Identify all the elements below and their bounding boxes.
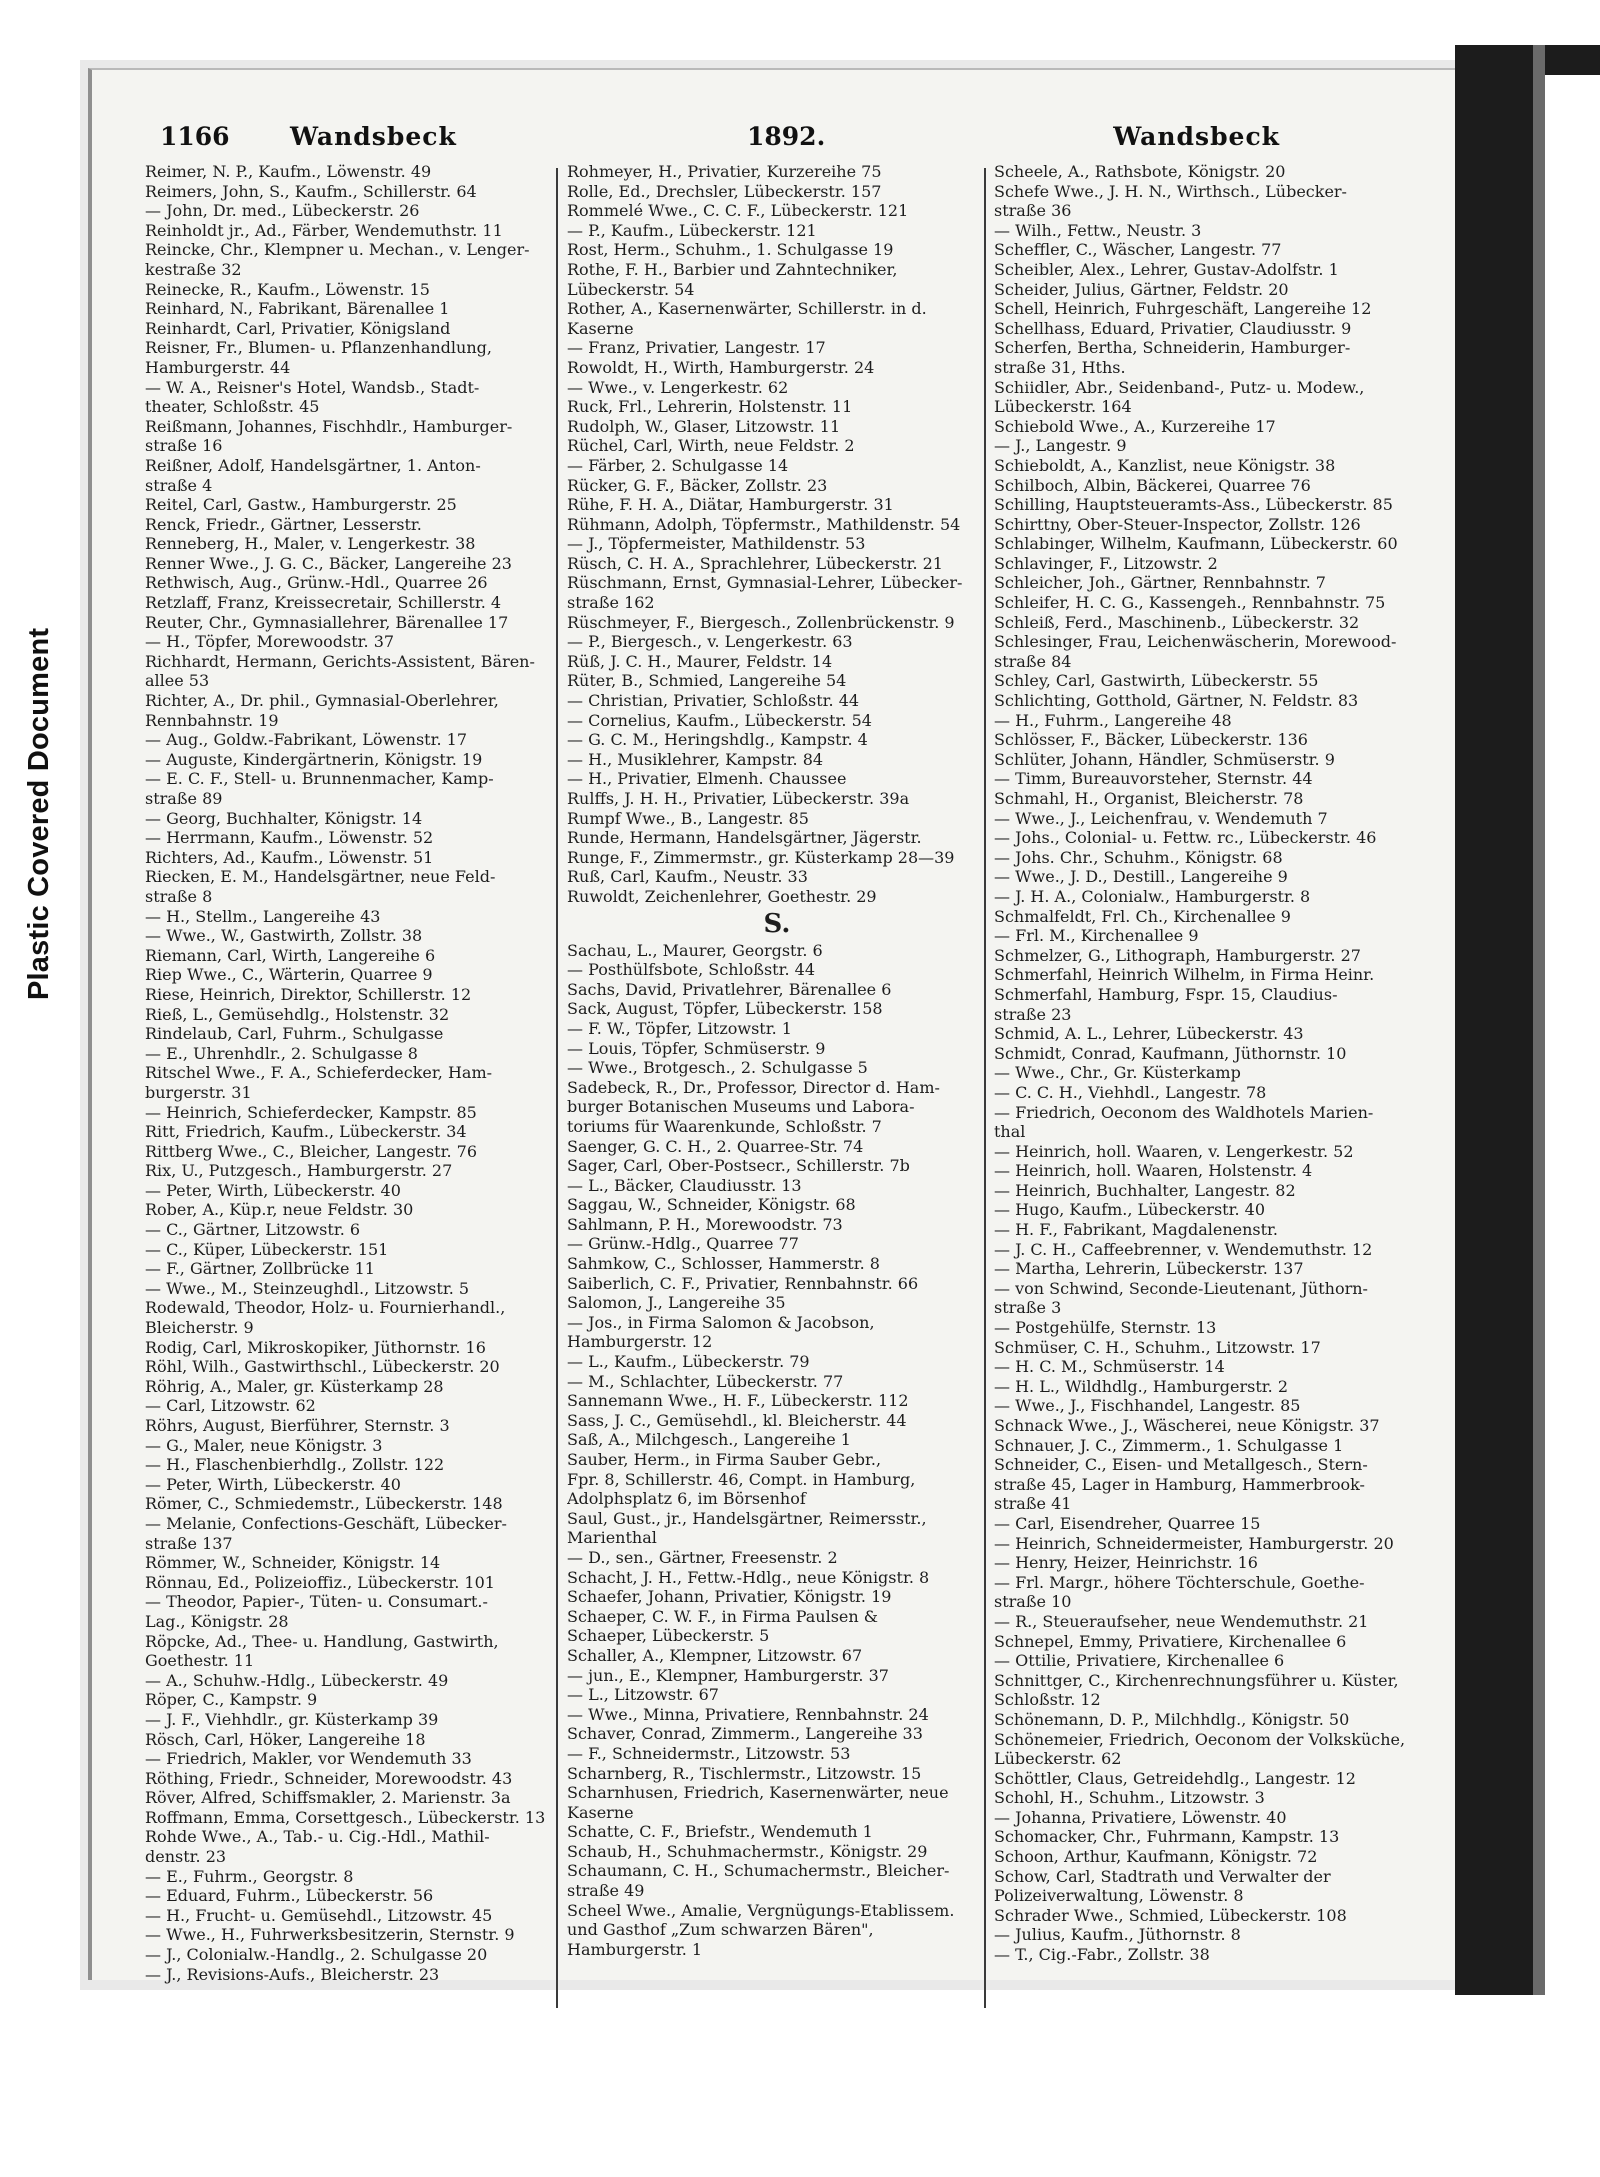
directory-entry-line: — Carl, Eisendreher, Quarree 15 [994,1513,1261,1533]
directory-entry-line: — F., Schneidermstr., Litzowstr. 53 [567,1743,851,1763]
directory-entry-line: — jun., E., Klempner, Hamburgerstr. 37 [567,1665,889,1685]
directory-entry-line: Scheel Wwe., Amalie, Vergnügungs-Etablissem. [567,1900,955,1920]
directory-entry-line: Schilling, Hauptsteueramts-Ass., Lübeckerstr. 85 [994,495,1393,515]
directory-entry-line: Röhrig, A., Maler, gr. Küsterkamp 28 [145,1376,444,1396]
directory-entry-line: Sack, August, Töpfer, Lübeckerstr. 158 [567,999,883,1019]
directory-entry-line: — P., Kaufm., Lübeckerstr. 121 [567,220,817,240]
directory-entry-line: — Melanie, Confections-Geschäft, Lübecker- [145,1513,507,1533]
directory-entry-line: straße 162 [567,593,655,613]
directory-entry-line: — G., Maler, neue Königstr. 3 [145,1435,383,1455]
directory-entry-line: allee 53 [145,671,210,691]
directory-entry-line: — Franz, Privatier, Langestr. 17 [567,338,826,358]
directory-entry-line: — J. H. A., Colonialw., Hamburgerstr. 8 [994,886,1311,906]
directory-entry-line: — A., Schuhw.-Hdlg., Lübeckerstr. 49 [145,1670,449,1690]
directory-entry-line: Sachau, L., Maurer, Georgstr. 6 [567,940,823,960]
directory-entry-line: — Heinrich, holl. Waaren, v. Lengerkestr. 52 [994,1141,1354,1161]
page-header [160,122,1280,158]
directory-entry-line: Schohl, H., Schuhm., Litzowstr. 3 [994,1788,1265,1808]
directory-entry-line: Lübeckerstr. 54 [567,279,695,299]
directory-entry-line: Hamburgerstr. 1 [567,1939,703,1959]
directory-entry-line: Schönemeier, Friedrich, Oeconom der Volksküche, [994,1729,1406,1749]
directory-entry-line: Schow, Carl, Stadtrath und Verwalter der [994,1866,1331,1886]
directory-entry-line: Hamburgerstr. 44 [145,357,291,377]
directory-entry-line: Renner Wwe., J. G. C., Bäcker, Langereihe 23 [145,553,512,573]
directory-entry-line: straße 31, Hths. [994,357,1126,377]
directory-entry-line: — Friedrich, Makler, vor Wendemuth 33 [145,1749,472,1769]
directory-entry-line: — L., Litzowstr. 67 [567,1685,719,1705]
directory-entry-line: Rüter, B., Schmied, Langereihe 54 [567,671,847,691]
directory-entry-line: — L., Kaufm., Lübeckerstr. 79 [567,1352,810,1372]
directory-entry-line: — Eduard, Fuhrm., Lübeckerstr. 56 [145,1886,434,1906]
directory-entry-line: straße 137 [145,1533,233,1553]
directory-entry-line: — Timm, Bureauvorsteher, Sternstr. 44 [994,769,1313,789]
directory-entry-line: — M., Schlachter, Lübeckerstr. 77 [567,1371,844,1391]
directory-entry-line: — Wilh., Fettw., Neustr. 3 [994,220,1202,240]
directory-entry-line: Reinecke, R., Kaufm., Löwenstr. 15 [145,279,430,299]
directory-entry-line: thal [994,1122,1026,1142]
directory-entry-line: Riese, Heinrich, Direktor, Schillerstr. 12 [145,984,472,1004]
directory-entry-line: Schaub, H., Schuhmachermstr., Königstr. 29 [567,1841,928,1861]
directory-entry-line: — Christian, Privatier, Schloßstr. 44 [567,691,860,711]
directory-entry-line: Schleiß, Ferd., Maschinenb., Lübeckerstr. 32 [994,612,1360,632]
directory-entry-line: Schatte, C. F., Briefstr., Wendemuth 1 [567,1822,873,1842]
directory-entry-line: Schieboldt, A., Kanzlist, neue Königstr. 38 [994,455,1336,475]
directory-entry-line: — C., Gärtner, Litzowstr. 6 [145,1220,361,1240]
directory-entry-line: straße 49 [567,1881,645,1901]
directory-entry-line: Röhrs, August, Bierführer, Sternstr. 3 [145,1416,450,1435]
directory-entry-line: Polizeiverwaltung, Löwenstr. 8 [994,1886,1244,1906]
directory-entry-line: Schlösser, F., Bäcker, Lübeckerstr. 136 [994,730,1308,750]
directory-entry-line: — L., Bäcker, Claudiusstr. 13 [567,1175,802,1195]
directory-entry-line: Runde, Hermann, Handelsgärtner, Jägerstr. [567,828,922,848]
directory-entry-line: Schlüter, Johann, Händler, Schmüserstr. 9 [994,749,1335,769]
directory-entry-line: straße 41 [994,1494,1072,1514]
directory-entry-line: Schaumann, C. H., Schumachermstr., Bleicher- [567,1861,950,1881]
section-letter-heading: S. [763,908,791,939]
directory-entry-line: Schmidt, Conrad, Kaufmann, Jüthornstr. 10 [994,1043,1347,1063]
directory-entry-line: Adolphsplatz 6, im Börsenhof [567,1489,806,1509]
directory-entry-line: Renck, Friedr., Gärtner, Lesserstr. [145,514,422,534]
directory-entry-line: Riep Wwe., C., Wärterin, Quarree 9 [145,965,433,985]
directory-entry-line: — Johs. Chr., Schuhm., Königstr. 68 [994,847,1283,867]
directory-entry-line: Rüsch, C. H. A., Sprachlehrer, Lübeckerstr. 21 [567,553,943,573]
directory-entry-line: Sass, J. C., Gemüsehdl., kl. Bleicherstr. 44 [567,1410,907,1430]
directory-entry-line: Saiberlich, C. F., Privatier, Rennbahnstr. 66 [567,1273,919,1293]
directory-entry-line: — H., Musiklehrer, Kampstr. 84 [567,749,824,769]
directory-entry-line: Runge, F., Zimmermstr., gr. Küsterkamp 28—39 [567,847,955,867]
directory-entry-line: — H. C. M., Schmüserstr. 14 [994,1357,1225,1377]
directory-entry-line: — Frl. M., Kirchenallee 9 [994,926,1199,946]
directory-entry-line: — Auguste, Kindergärtnerin, Königstr. 19 [145,749,483,769]
directory-entry-line: — H., Privatier, Elmenh. Chaussee [567,769,847,789]
directory-entry-line: Marienthal [567,1528,657,1548]
directory-entry-line: Renneberg, H., Maler, v. Lengerkestr. 38 [145,534,476,554]
directory-entry-line: Scherfen, Bertha, Schneiderin, Hamburger- [994,338,1351,358]
directory-entry-line: — Wwe., J., Leichenfrau, v. Wendemuth 7 [994,808,1328,828]
directory-entry-line: Römmer, W., Schneider, Königstr. 14 [145,1553,441,1573]
directory-entry-line: Rüschmeyer, F., Biergesch., Zollenbrückenstr. 9 [567,612,955,632]
directory-entry-line: — H., Stellm., Langereihe 43 [145,906,381,926]
directory-entry-line: — Heinrich, holl. Waaren, Holstenstr. 4 [994,1161,1313,1181]
directory-entry-line: Richhardt, Hermann, Gerichts-Assistent, Bären- [145,651,535,671]
directory-entry-line: Ruck, Frl., Lehrerin, Holstenstr. 11 [567,397,853,417]
directory-entry-line: Rost, Herm., Schuhm., 1. Schulgasse 19 [567,240,894,260]
directory-entry-line: — Heinrich, Buchhalter, Langestr. 82 [994,1180,1296,1200]
directory-entry-line: — J., Revisions-Aufs., Bleicherstr. 23 [145,1964,440,1984]
directory-entry-line: Ruwoldt, Zeichenlehrer, Goethestr. 29 [567,886,877,906]
directory-entry-line: Sannemann Wwe., H. F., Lübeckerstr. 112 [567,1391,909,1411]
plastic-cover-label: Plastic Covered Document [23,627,55,1000]
directory-entry-line: — Wwe., Brotgesch., 2. Schulgasse 5 [567,1058,868,1078]
directory-entry-line: Schlesinger, Frau, Leichenwäscherin, Morewood- [994,632,1397,652]
directory-entry-line: Ritschel Wwe., F. A., Schieferdecker, Ham- [145,1063,493,1083]
directory-entry-line: Salomon, J., Langereihe 35 [567,1293,786,1313]
directory-entry-line: straße 8 [145,886,213,906]
directory-entry-line: Kaserne [567,1802,634,1822]
directory-entry-line: Schomacker, Chr., Fuhrmann, Kampstr. 13 [994,1827,1340,1847]
directory-entry-line: Rodig, Carl, Mikroskopiker, Jüthornstr. 16 [145,1337,486,1357]
directory-entry-line: Reinhardt, Carl, Privatier, Königsland [145,318,451,338]
directory-entry-line: Saggau, W., Schneider, Königstr. 68 [567,1195,856,1215]
directory-entry-line: Schönemann, D. P., Milchhdlg., Königstr. 50 [994,1709,1350,1729]
directory-entry-line: Schloßstr. 12 [994,1690,1101,1710]
directory-entry-line: Sauber, Herm., in Firma Sauber Gebr., [567,1450,882,1469]
directory-entry-line: — H., Frucht- u. Gemüsehdl., Litzowstr. 45 [145,1905,493,1925]
directory-entry-line: — T., Cig.-Fabr., Zollstr. 38 [994,1945,1210,1965]
directory-entry-line: — Peter, Wirth, Lübeckerstr. 40 [145,1180,401,1200]
directory-entry-line: Schoon, Arthur, Kaufmann, Königstr. 72 [994,1847,1318,1867]
directory-entry-line: — R., Steueraufseher, neue Wendemuthstr. 21 [994,1611,1369,1631]
directory-entry-line: Richter, A., Dr. phil., Gymnasial-Oberlehrer, [145,691,499,711]
directory-entry-line: — Färber, 2. Schulgasse 14 [567,455,789,475]
directory-entry-line: — Wwe., M., Steinzeughdl., Litzowstr. 5 [145,1278,470,1298]
directory-entry-line: — Wwe., J. D., Destill., Langereihe 9 [994,867,1288,887]
directory-entry-line: — Peter, Wirth, Lübeckerstr. 40 [145,1474,401,1494]
directory-entry-line: Saenger, G. C. H., 2. Quarree-Str. 74 [567,1136,864,1156]
directory-entry-line: — J., Langestr. 9 [994,436,1127,456]
directory-entry-line: — J., Colonialw.-Handlg., 2. Schulgasse 20 [145,1945,488,1965]
directory-entry-line: Röper, C., Kampstr. 9 [145,1690,318,1710]
directory-entry-line: Rücker, G. F., Bäcker, Zollstr. 23 [567,475,828,495]
directory-entry-line: Rober, A., Küp.r, neue Feldstr. 30 [145,1200,414,1220]
directory-entry-line: Schnepel, Emmy, Privatiere, Kirchenallee 6 [994,1631,1347,1651]
running-title-right: Wandsbeck [1113,122,1280,151]
directory-entry-line: Sahlmann, P. H., Morewoodstr. 73 [567,1214,843,1234]
directory-entry-line: Rühe, F. H. A., Diätar, Hamburgerstr. 31 [567,495,894,515]
directory-entry-line: theater, Schloßstr. 45 [145,397,320,417]
directory-entry-line: — Louis, Töpfer, Schmüserstr. 9 [567,1038,826,1058]
directory-entry-line: Schmahl, H., Organist, Bleicherstr. 78 [994,789,1304,808]
directory-entry-line: — Martha, Lehrerin, Lübeckerstr. 137 [994,1259,1304,1279]
directory-entry-line: — John, Dr. med., Lübeckerstr. 26 [145,201,420,221]
directory-entry-line: Sager, Carl, Ober-Postsecr., Schillerstr. 7b [567,1156,910,1176]
directory-entry-line: — Frl. Margr., höhere Töchterschule, Goethe- [994,1572,1365,1592]
directory-entry-line: Schirttny, Ober-Steuer-Inspector, Zollstr. 126 [994,514,1361,534]
directory-entry-line: — E. C. F., Stell- u. Brunnenmacher, Kamp- [145,769,494,789]
year-heading: 1892. [747,122,826,151]
directory-entry-line: Schlichting, Gotthold, Gärtner, N. Feldstr. 83 [994,691,1359,711]
directory-entry-line: Rodewald, Theodor, Holz- u. Fournierhandl., [145,1298,506,1318]
directory-entry-line: — Wwe., Chr., Gr. Küsterkamp [994,1063,1241,1083]
directory-entry-line: und Gasthof „Zum schwarzen Bären", [567,1920,874,1940]
directory-entry-line: Schmelzer, G., Lithograph, Hamburgerstr. 27 [994,945,1361,965]
directory-entry-line: — H., Fuhrm., Langereihe 48 [994,710,1232,730]
directory-entry-line: Retzlaff, Franz, Kreissecretair, Schillerstr. 4 [145,593,502,613]
directory-entry-line: denstr. 23 [145,1847,227,1867]
directory-entry-line: Schmerfahl, Heinrich Wilhelm, in Firma Heinr. [994,965,1375,985]
directory-entry-line: — Jos., in Firma Salomon & Jacobson, [567,1312,875,1332]
directory-entry-line: straße 10 [994,1592,1072,1612]
directory-entry-line: — Johanna, Privatiere, Löwenstr. 40 [994,1807,1287,1827]
directory-entry-line: Reuter, Chr., Gymnasiallehrer, Bärenallee 17 [145,612,509,632]
directory-entry-line: Reinhard, N., Fabrikant, Bärenallee 1 [145,299,450,319]
directory-entry-line: Rulffs, J. H. H., Privatier, Lübeckerstr. 39a [567,789,910,808]
directory-entry-line: kestraße 32 [145,259,242,279]
directory-entry-line: Riemann, Carl, Wirth, Langereihe 6 [145,945,436,965]
directory-entry-line: — E., Fuhrm., Georgstr. 8 [145,1866,354,1886]
directory-entry-line: — J. C. H., Caffeebrenner, v. Wendemuthstr. 12 [994,1239,1373,1259]
directory-column-2 [567,162,987,1959]
directory-entry-line: Reimers, John, S., Kaufm., Schillerstr. 64 [145,181,477,201]
directory-entry-line: Rüschmann, Ernst, Gymnasial-Lehrer, Lübecker- [567,573,963,593]
directory-entry-line: Röver, Alfred, Schiffsmakler, 2. Marienstr. 3a [145,1788,511,1808]
directory-entry-line: — Herrmann, Kaufm., Löwenstr. 52 [145,828,434,848]
directory-entry-line: Schlabinger, Wilhelm, Kaufmann, Lübeckerstr. 60 [994,534,1398,554]
directory-entry-line: — Johs., Colonial- u. Fettw. rc., Lübeckerstr. 46 [994,828,1377,848]
directory-entry-line: Schleicher, Joh., Gärtner, Rennbahnstr. 7 [994,573,1326,593]
directory-entry-line: Schaver, Conrad, Zimmerm., Langereihe 33 [567,1724,923,1744]
directory-entry-line: Röhl, Wilh., Gastwirthschl., Lübeckerstr. 20 [145,1357,500,1377]
directory-entry-line: Hamburgerstr. 12 [567,1332,713,1352]
directory-entry-line: Kaserne [567,318,634,338]
directory-entry-line: Sahmkow, C., Schlosser, Hammerstr. 8 [567,1254,880,1274]
directory-entry-line: Schlavinger, F., Litzowstr. 2 [994,553,1218,573]
directory-entry-line: — J., Töpfermeister, Mathildenstr. 53 [567,534,866,554]
directory-entry-line: Roffmann, Emma, Corsettgesch., Lübeckerstr. 13 [145,1807,546,1827]
directory-entry-line: — F. W., Töpfer, Litzowstr. 1 [567,1018,792,1038]
directory-entry-line: — D., sen., Gärtner, Freesenstr. 2 [567,1547,838,1567]
directory-entry-line: Rix, U., Putzgesch., Hamburgerstr. 27 [145,1161,453,1181]
directory-entry-line: — H. L., Wildhdlg., Hamburgerstr. 2 [994,1376,1288,1396]
directory-entry-line: Schrader Wwe., Schmied, Lübeckerstr. 108 [994,1905,1347,1925]
running-title-left: Wandsbeck [290,122,457,151]
directory-entry-line: Schaeper, Lübeckerstr. 5 [567,1626,770,1646]
directory-entry-line: Ritt, Friedrich, Kaufm., Lübeckerstr. 34 [145,1122,467,1142]
directory-entry-line: Römer, C., Schmiedemstr., Lübeckerstr. 148 [145,1494,503,1514]
directory-entry-line: straße 89 [145,789,223,808]
directory-entry-line: Rothe, F. H., Barbier und Zahntechniker, [567,259,898,279]
directory-entry-line: Rieß, L., Gemüsehdlg., Holstenstr. 32 [145,1004,450,1024]
directory-entry-line: Schnauer, J. C., Zimmerm., 1. Schulgasse 1 [994,1435,1344,1455]
directory-entry-line: Fpr. 8, Schillerstr. 46, Compt. in Hamburg, [567,1469,916,1489]
directory-entry-line: — Julius, Kaufm., Jüthornstr. 8 [994,1925,1241,1945]
directory-entry-line: Rudolph, W., Glaser, Litzowstr. 11 [567,416,841,436]
directory-entry-line: — Wwe., W., Gastwirth, Zollstr. 38 [145,926,423,946]
directory-entry-line: straße 36 [994,201,1072,221]
directory-entry-line: Goethestr. 11 [145,1651,255,1671]
directory-entry-line: burger Botanischen Museums und Labora- [567,1097,915,1117]
directory-entry-line: — Georg, Buchhalter, Königstr. 14 [145,808,423,828]
directory-entry-line: — Ottilie, Privatiere, Kirchenallee 6 [994,1651,1285,1671]
directory-entry-line: Reißner, Adolf, Handelsgärtner, 1. Anton- [145,455,481,475]
directory-entry-line: — Grünw.-Hdlg., Quarree 77 [567,1234,799,1254]
directory-entry-line: Rethwisch, Aug., Grünw.-Hdl., Quarree 26 [145,573,488,593]
directory-entry-line: Rohde Wwe., A., Tab.- u. Cig.-Hdl., Mathil- [145,1827,490,1847]
directory-entry-line: Scheffler, C., Wäscher, Langestr. 77 [994,240,1282,260]
directory-entry-line: Schley, Carl, Gastwirth, Lübeckerstr. 55 [994,671,1319,691]
directory-entry-line: — Henry, Heizer, Heinrichstr. 16 [994,1553,1258,1573]
directory-entry-line: Schaeper, C. W. F., in Firma Paulsen & [567,1606,879,1626]
directory-entry-line: Schöttler, Claus, Getreidehdlg., Langestr. 12 [994,1768,1356,1788]
directory-entry-line: — H. F., Fabrikant, Magdalenenstr. [994,1220,1279,1240]
directory-entry-line: straße 3 [994,1298,1062,1318]
directory-entry-line: — Heinrich, Schneidermeister, Hamburgerstr. 20 [994,1533,1394,1553]
directory-entry-line: — Cornelius, Kaufm., Lübeckerstr. 54 [567,710,872,730]
directory-entry-line: — H., Töpfer, Morewoodstr. 37 [145,632,395,652]
directory-entry-line: — von Schwind, Seconde-Lieutenant, Jüthorn- [994,1278,1368,1298]
directory-entry-line: Reincke, Chr., Klempner u. Mechan., v. Lenger- [145,240,530,260]
directory-entry-line: — W. A., Reisner's Hotel, Wandsb., Stadt- [145,377,480,397]
directory-entry-line: Bleicherstr. 9 [145,1318,254,1338]
directory-entry-line: — Heinrich, Schieferdecker, Kampstr. 85 [145,1102,477,1122]
directory-entry-line: Scheider, Julius, Gärtner, Feldstr. 20 [994,279,1289,299]
directory-entry-line: — Wwe., H., Fuhrwerksbesitzerin, Sternstr. 9 [145,1925,515,1945]
directory-entry-line: — G. C. M., Heringshdlg., Kampstr. 4 [567,730,868,750]
directory-entry-line: Rüchel, Carl, Wirth, neue Feldstr. 2 [567,436,855,456]
directory-entry-line: Schmid, A. L., Lehrer, Lübeckerstr. 43 [994,1024,1304,1044]
directory-entry-line: Schmalfeldt, Frl. Ch., Kirchenallee 9 [994,906,1291,926]
directory-entry-line: toriums für Waarenkunde, Schloßstr. 7 [567,1116,882,1136]
directory-entry-line: — Theodor, Papier-, Tüten- u. Consumart.- [145,1592,488,1612]
directory-entry-line: — Carl, Litzowstr. 62 [145,1396,316,1416]
directory-entry-line: Schilboch, Albin, Bäckerei, Quarree 76 [994,475,1311,495]
directory-entry-line: burgerstr. 31 [145,1082,252,1102]
page-right-edge [1533,45,1545,1995]
directory-entry-line: Schiebold Wwe., A., Kurzereihe 17 [994,416,1276,436]
directory-entry-line: Rittberg Wwe., C., Bleicher, Langestr. 76 [145,1141,478,1161]
directory-entry-line: Schmüser, C. H., Schuhm., Litzowstr. 17 [994,1337,1321,1357]
directory-column-3 [994,162,1414,1965]
directory-entry-line: — F., Gärtner, Zollbrücke 11 [145,1259,375,1279]
directory-entry-line: Schellhass, Eduard, Privatier, Claudiusstr. 9 [994,318,1352,338]
directory-entry-line: Röthing, Friedr., Schneider, Morewoodstr. 43 [145,1768,513,1788]
directory-column-1 [145,162,565,1984]
directory-entry-line: Schefe Wwe., J. H. N., Wirthsch., Lübecker- [994,181,1347,201]
directory-entry-line: Röpcke, Ad., Thee- u. Handlung, Gastwirth, [145,1631,499,1651]
directory-entry-line: Schacht, J. H., Fettw.-Hdlg., neue Königstr. 8 [567,1567,930,1587]
directory-entry-line: straße 84 [994,651,1072,671]
binding-strip [1455,45,1533,1995]
directory-entry-line: Rösch, Carl, Höker, Langereihe 18 [145,1729,426,1749]
directory-entry-line: Rönnau, Ed., Polizeioffiz., Lübeckerstr. 101 [145,1572,495,1592]
directory-entry-line: Reißmann, Johannes, Fischhdlr., Hamburger- [145,416,513,436]
directory-entry-line: — Posthülfsbote, Schloßstr. 44 [567,960,816,980]
directory-entry-line: Riecken, E. M., Handelsgärtner, neue Feld- [145,867,496,887]
directory-entry-line: Richters, Ad., Kaufm., Löwenstr. 51 [145,847,434,867]
directory-entry-line: Scheibler, Alex., Lehrer, Gustav-Adolfstr. 1 [994,259,1339,279]
directory-entry-line: — Wwe., J., Fischhandel, Langestr. 85 [994,1396,1301,1416]
directory-entry-line: Lag., Königstr. 28 [145,1611,289,1631]
directory-entry-line: — H., Flaschenbierhdlg., Zollstr. 122 [145,1455,445,1475]
directory-entry-line: — Aug., Goldw.-Fabrikant, Löwenstr. 17 [145,730,467,750]
directory-entry-line: — P., Biergesch., v. Lengerkestr. 63 [567,632,853,652]
directory-entry-line: Schaller, A., Klempner, Litzowstr. 67 [567,1645,863,1665]
directory-entry-line: Schiidler, Abr., Seidenband-, Putz- u. Modew., [994,377,1365,397]
directory-entry-line: Reitel, Carl, Gastw., Hamburgerstr. 25 [145,495,457,515]
directory-entry-line: — Hugo, Kaufm., Lübeckerstr. 40 [994,1200,1266,1220]
directory-entry-line: Rohmeyer, H., Privatier, Kurzereihe 75 [567,162,882,181]
directory-entry-line: Saß, A., Milchgesch., Langereihe 1 [567,1430,851,1450]
directory-entry-line: Scharnberg, R., Tischlermstr., Litzowstr. 15 [567,1763,922,1783]
directory-entry-line: — J. F., Viehhdlr., gr. Küsterkamp 39 [145,1709,439,1729]
directory-entry-line: Sadebeck, R., Dr., Professor, Director d. Ham- [567,1077,940,1097]
directory-entry-line: Schell, Heinrich, Fuhrgeschäft, Langereihe 12 [994,299,1372,319]
directory-entry-line: straße 4 [145,475,213,495]
directory-entry-line: Rowoldt, H., Wirth, Hamburgerstr. 24 [567,357,875,377]
directory-entry-line: Reinholdt jr., Ad., Färber, Wendemuthstr. 11 [145,220,503,240]
directory-entry-line: Schnittger, C., Kirchenrechnungsführer u. Küster, [994,1670,1399,1690]
directory-entry-line: — C., Küper, Lübeckerstr. 151 [145,1239,389,1259]
directory-entry-line: Schaefer, Johann, Privatier, Königstr. 19 [567,1587,892,1607]
directory-entry-line: Rüß, J. C. H., Maurer, Feldstr. 14 [567,651,833,671]
directory-entry-line: straße 45, Lager in Hamburg, Hammerbrook- [994,1474,1365,1494]
directory-entry-line: Lübeckerstr. 164 [994,397,1132,417]
page-number: 1166 [160,122,230,151]
directory-entry-line: — C. C. H., Viehhdl., Langestr. 78 [994,1082,1267,1102]
directory-entry-line: Rolle, Ed., Drechsler, Lübeckerstr. 157 [567,181,882,201]
directory-entry-line: — Wwe., v. Lengerkestr. 62 [567,377,789,397]
directory-entry-line: Rühmann, Adolph, Töpfermstr., Mathildenstr. 54 [567,514,961,534]
directory-entry-line: Reisner, Fr., Blumen- u. Pflanzenhandlung, [145,338,492,358]
directory-entry-line: Rommelé Wwe., C. C. F., Lübeckerstr. 121 [567,201,909,221]
directory-entry-line: Lübeckerstr. 62 [994,1749,1122,1769]
directory-entry-line: Rumpf Wwe., B., Langestr. 85 [567,808,809,828]
directory-entry-line: Rennbahnstr. 19 [145,710,279,730]
directory-entry-line: — Postgehülfe, Sternstr. 13 [994,1318,1217,1338]
directory-entry-line: straße 23 [994,1004,1072,1024]
directory-entry-line: Scheele, A., Rathsbote, Königstr. 20 [994,162,1286,181]
directory-entry-line: Rother, A., Kasernenwärter, Schillerstr. in d. [567,299,927,319]
directory-entry-line: Saul, Gust., jr., Handelsgärtner, Reimersstr., [567,1508,927,1528]
directory-entry-line: Schleifer, H. C. G., Kassengeh., Rennbahnstr. 75 [994,593,1386,613]
directory-entry-line: Schnack Wwe., J., Wäscherei, neue Königstr. 37 [994,1416,1380,1435]
directory-entry-line: straße 16 [145,436,223,456]
directory-entry-line: Schmerfahl, Hamburg, Fspr. 15, Claudius- [994,984,1338,1004]
directory-entry-line: — Wwe., Minna, Privatiere, Rennbahnstr. 24 [567,1704,929,1724]
directory-entry-line: Scharnhusen, Friedrich, Kasernenwärter, neue [567,1783,949,1803]
directory-entry-line: — Friedrich, Oeconom des Waldhotels Marien- [994,1102,1374,1122]
directory-entry-line: Sachs, David, Privatlehrer, Bärenallee 6 [567,979,892,999]
directory-entry-line: — E., Uhrenhdlr., 2. Schulgasse 8 [145,1043,418,1063]
directory-entry-line: Ruß, Carl, Kaufm., Neustr. 33 [567,867,808,887]
directory-entry-line: Rindelaub, Carl, Fuhrm., Schulgasse [145,1024,444,1044]
directory-entry-line: Schneider, C., Eisen- und Metallgesch., Stern- [994,1455,1368,1475]
directory-entry-line: Reimer, N. P., Kaufm., Löwenstr. 49 [145,162,432,181]
